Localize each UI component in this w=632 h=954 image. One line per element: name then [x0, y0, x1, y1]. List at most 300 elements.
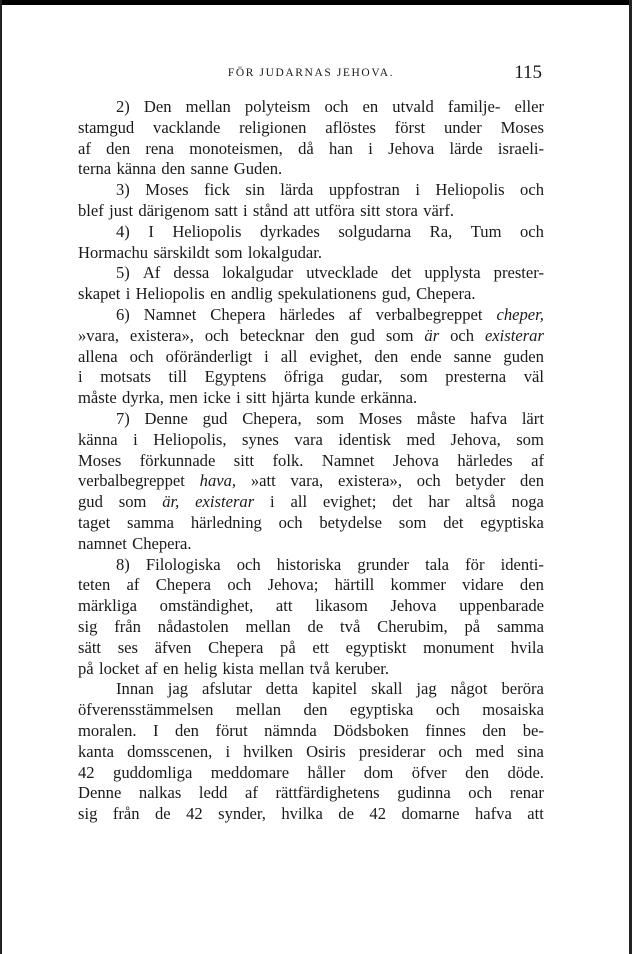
word: först: [394, 117, 426, 137]
word: 3): [116, 180, 130, 200]
word: Osiris: [306, 741, 346, 761]
word: »vara,: [78, 325, 119, 345]
word: Egyptens: [204, 367, 267, 387]
word: med: [406, 429, 436, 449]
word: Jehova,: [450, 429, 501, 449]
word: vara: [294, 429, 323, 449]
word: existerar: [195, 492, 255, 512]
word: håller: [307, 762, 346, 782]
word: mellan: [245, 616, 291, 636]
word: och: [438, 741, 463, 761]
word: nämnda: [264, 720, 317, 740]
word: öfver: [411, 762, 447, 782]
word: existera»,: [129, 325, 194, 345]
word: märkliga: [78, 596, 137, 616]
word: dom: [363, 762, 394, 782]
text-line: [78, 721, 544, 742]
word: rättfärdighetens: [275, 783, 380, 803]
word: ses: [117, 637, 138, 657]
word: Jehova: [390, 596, 437, 616]
word: 2): [116, 97, 130, 116]
word: verbalbegreppet: [375, 304, 483, 324]
word: synder,: [218, 804, 266, 824]
word: existerar: [484, 325, 544, 345]
word: ende: [410, 346, 442, 366]
word: och: [468, 783, 493, 803]
word: gud: [350, 325, 375, 345]
word: den: [106, 138, 131, 158]
word: stamgud: [78, 117, 135, 137]
word: historiska: [276, 554, 342, 574]
word: tala: [425, 554, 450, 574]
word: den: [374, 346, 399, 366]
text-line: [78, 783, 544, 804]
word: kista: [222, 658, 254, 678]
word: i: [225, 741, 231, 761]
word: hvilken: [243, 741, 293, 761]
word: 42: [186, 804, 203, 824]
word: lärt: [521, 408, 544, 428]
word: den: [519, 575, 544, 595]
text-line: [78, 659, 544, 680]
word: Chepera,: [242, 408, 302, 428]
word: dyrka,: [122, 388, 164, 408]
word: identi-: [500, 554, 544, 574]
word: mellan: [185, 97, 231, 116]
text-line: [78, 763, 544, 784]
word: de: [155, 804, 171, 824]
word: att: [275, 596, 293, 616]
word: ledd: [198, 783, 228, 803]
text-line: [78, 555, 544, 576]
word: samma: [496, 616, 544, 636]
word: noga: [511, 492, 544, 512]
word: han: [329, 138, 353, 158]
word: särskildt: [153, 242, 210, 262]
word: stora: [385, 200, 418, 220]
word: upplysta: [424, 263, 481, 283]
word: monoteismen,: [189, 138, 283, 158]
word: gudar,: [341, 367, 383, 387]
word: finnes: [425, 720, 466, 740]
word: Namnet: [321, 450, 375, 470]
word: öfverensstämmelsen: [78, 700, 214, 720]
word: sin: [245, 180, 265, 200]
word: rena: [145, 138, 174, 158]
word: sitt: [233, 450, 255, 470]
word: i: [368, 138, 373, 158]
page-number: 115: [514, 62, 542, 83]
word: guden: [503, 346, 544, 366]
word: Innan: [116, 679, 154, 699]
word: sitt: [245, 388, 267, 408]
word: i: [264, 346, 269, 366]
word: att: [527, 804, 544, 824]
text-line: [78, 263, 544, 284]
word: den: [161, 159, 186, 179]
word: be-: [522, 720, 544, 740]
word: den: [175, 720, 199, 740]
word: döde.: [507, 762, 544, 782]
word: värf.: [423, 200, 455, 220]
word: öfriga: [283, 367, 324, 387]
word: Heliopolis: [172, 221, 242, 241]
text-line: [78, 326, 544, 347]
word: de: [307, 616, 324, 636]
word: måste: [78, 388, 117, 408]
word: kunde: [314, 388, 356, 408]
word: den: [303, 700, 328, 720]
word: och: [450, 325, 475, 345]
word: af: [348, 304, 362, 324]
word: vara,: [290, 471, 324, 491]
word: skall: [371, 679, 403, 699]
word: i: [133, 429, 138, 449]
word: den: [482, 720, 507, 740]
word: sanne: [453, 346, 492, 366]
text-line: [78, 180, 544, 201]
word: Den: [143, 97, 172, 116]
word: af: [126, 575, 140, 595]
word: hafva: [470, 408, 508, 428]
word: och: [204, 325, 229, 345]
word: i: [78, 367, 83, 387]
word: jag: [167, 679, 189, 699]
word: Moses: [500, 117, 544, 137]
running-header: [78, 62, 544, 84]
word: för: [465, 554, 485, 574]
word: beröra: [501, 679, 544, 699]
word: 6): [116, 304, 130, 324]
word: solgudarna: [338, 221, 412, 241]
word: som: [214, 242, 243, 262]
word: icke: [203, 388, 231, 408]
word: 4): [116, 221, 130, 241]
word: är: [424, 325, 440, 345]
word: religionen: [239, 117, 307, 137]
word: har: [428, 492, 450, 512]
word: Guden.: [233, 159, 283, 179]
word: blef: [78, 200, 104, 220]
word: vacklande: [153, 117, 221, 137]
word: Heliopolis: [135, 284, 205, 304]
word: sätt: [78, 637, 102, 657]
word: israeli-: [497, 138, 544, 158]
word: 5): [116, 263, 130, 283]
word: en: [163, 658, 179, 678]
text-line: [78, 97, 544, 118]
word: samma: [127, 512, 175, 532]
word: gudinna: [397, 783, 451, 803]
text-line: [78, 409, 544, 430]
word: två: [340, 616, 361, 636]
text-line: [78, 388, 544, 409]
text-line: [78, 284, 544, 305]
word: betyder: [455, 471, 506, 491]
word: nådastolen: [157, 616, 229, 636]
text-line: [78, 596, 544, 617]
word: förkunnade: [139, 450, 216, 470]
word: Moses: [358, 408, 403, 428]
word: Denne: [144, 408, 188, 428]
word: härledes: [457, 450, 513, 470]
text-line: [78, 575, 544, 596]
word: detta: [265, 679, 298, 699]
word: evighet,: [309, 346, 363, 366]
word: aflöstes: [325, 117, 376, 137]
text-line: [78, 430, 544, 451]
word: hvila: [510, 637, 544, 657]
word: altså: [465, 492, 496, 512]
word: och: [519, 221, 544, 241]
word: nalkas: [138, 783, 182, 803]
word: grunder: [357, 554, 409, 574]
word: eller: [514, 97, 544, 116]
word: kapitel: [311, 679, 358, 699]
word: de: [338, 804, 354, 824]
text-line: [78, 804, 544, 825]
text-line: [78, 305, 544, 326]
word: det: [391, 263, 412, 283]
word: oföränderligt: [165, 346, 253, 366]
word: meddomare: [210, 762, 290, 782]
word: gud: [78, 492, 103, 512]
word: under: [443, 117, 482, 137]
word: Af: [142, 263, 161, 283]
word: det: [392, 492, 413, 512]
text-line: [78, 700, 544, 721]
word: moralen.: [78, 720, 137, 740]
word: andlig: [231, 284, 273, 304]
word: afslutar: [202, 679, 252, 699]
word: och: [324, 97, 349, 116]
word: monument: [423, 637, 495, 657]
word: domarne: [401, 804, 460, 824]
word: skapet: [78, 284, 121, 304]
word: måste: [416, 408, 456, 428]
word: som: [516, 429, 544, 449]
text-line: [78, 159, 544, 180]
text-line: [78, 534, 544, 555]
word: i: [243, 200, 248, 220]
word: Denne: [78, 783, 122, 803]
word: lokalgudar.: [247, 242, 323, 262]
word: på: [78, 658, 94, 678]
word: Chepera.: [132, 533, 192, 553]
word: folk.: [272, 450, 304, 470]
word: utföra: [315, 200, 355, 220]
word: gud: [202, 408, 228, 428]
text-line: [78, 347, 544, 368]
word: Chepera: [155, 575, 212, 595]
word: Tum: [470, 221, 502, 241]
word: spekulationens: [277, 284, 377, 304]
word: hjärta: [271, 388, 310, 408]
text-line: [78, 222, 544, 243]
word: Moses: [78, 450, 122, 470]
word: från: [112, 804, 140, 824]
word: härtill: [334, 575, 375, 595]
word: lokalgudar: [222, 263, 294, 283]
word: omständighet,: [159, 596, 254, 616]
text-line: [78, 451, 544, 472]
word: jag: [416, 679, 437, 699]
word: till: [168, 367, 187, 387]
word: Moses: [145, 180, 189, 200]
word: Chepera.: [416, 284, 476, 304]
word: Chepera: [210, 304, 266, 324]
word: i: [236, 388, 241, 408]
word: och: [520, 180, 544, 200]
word: väl: [523, 367, 544, 387]
text-line: [78, 492, 544, 513]
word: härledning: [190, 512, 262, 532]
word: domsscenen,: [127, 741, 213, 761]
word: två: [309, 658, 330, 678]
word: Heliopolis,: [153, 429, 227, 449]
word: cheper,: [496, 304, 544, 324]
word: Jehova: [388, 138, 435, 158]
word: Jehova: [392, 450, 439, 470]
word: sig: [78, 804, 98, 824]
word: egyptiskt: [345, 637, 407, 657]
word: utvecklade: [306, 263, 379, 283]
word: existera»,: [337, 471, 402, 491]
word: något: [450, 679, 488, 699]
word: den: [315, 325, 340, 345]
word: erkänna.: [360, 388, 418, 408]
word: känna: [78, 429, 118, 449]
page-top-border: [0, 0, 632, 5]
word: fick: [204, 180, 230, 200]
word: Heliopolis: [435, 180, 505, 200]
word: och: [435, 700, 460, 720]
text-line: [78, 638, 544, 659]
word: egyptiska: [349, 700, 414, 720]
word: den: [465, 762, 490, 782]
word: från: [114, 616, 141, 636]
text-line: [78, 201, 544, 222]
word: uppenbarade: [459, 596, 544, 616]
word: Namnet: [143, 304, 197, 324]
word: och: [129, 346, 154, 366]
word: därigenom: [138, 200, 210, 220]
word: Dödsboken: [333, 720, 409, 740]
word: helig: [183, 658, 218, 678]
word: i: [270, 492, 275, 512]
word: stånd: [252, 200, 288, 220]
word: som: [316, 408, 345, 428]
word: sig: [78, 616, 98, 636]
word: terna: [78, 159, 112, 179]
word: kommer: [390, 575, 446, 595]
word: af: [78, 138, 91, 158]
page-left-border: [0, 0, 2, 954]
word: lärda: [280, 180, 314, 200]
body-text: [78, 97, 544, 825]
word: teten: [78, 575, 111, 595]
word: 42: [369, 804, 387, 824]
word: guddomliga: [113, 762, 193, 782]
text-line: [78, 679, 544, 700]
word: ett: [312, 637, 329, 657]
word: synes: [242, 429, 279, 449]
text-line: [78, 118, 544, 139]
word: uppfostran: [328, 180, 400, 200]
word: härledes: [279, 304, 335, 324]
word: sanne: [190, 159, 229, 179]
text-line: [78, 513, 544, 534]
word: Jehova;: [267, 575, 319, 595]
word: betecknar: [239, 325, 305, 345]
word: familje-: [447, 97, 501, 116]
word: som: [398, 512, 427, 532]
word: mellan: [235, 700, 282, 720]
word: af: [531, 450, 544, 470]
word: på: [464, 616, 481, 636]
word: prester-: [493, 263, 544, 283]
word: all: [280, 346, 298, 366]
word: keruber.: [335, 658, 390, 678]
word: känna: [116, 159, 157, 179]
word: äfven: [154, 637, 192, 657]
word: och: [236, 554, 261, 574]
text-line: [78, 742, 544, 763]
word: en: [210, 284, 226, 304]
word: Hormachu: [78, 242, 149, 262]
text-line: [78, 471, 544, 492]
running-title: FÖR JUDARNAS JEHOVA.: [227, 67, 395, 79]
word: egyptiska: [480, 512, 544, 532]
word: det: [443, 512, 464, 532]
word: mellan: [259, 658, 305, 678]
word: då: [298, 138, 314, 158]
word: taget: [78, 512, 111, 532]
word: dessa: [173, 263, 210, 283]
word: är,: [162, 492, 180, 512]
text-line: [78, 243, 544, 264]
word: likasom: [315, 596, 368, 616]
text-line: [78, 617, 544, 638]
word: af: [144, 658, 158, 678]
word: i: [415, 180, 420, 200]
word: renar: [509, 783, 544, 803]
word: Ra,: [429, 221, 453, 241]
word: satt: [214, 200, 238, 220]
word: Chepera: [208, 637, 264, 657]
word: att: [293, 200, 310, 220]
word: hvilka: [281, 804, 323, 824]
word: 42: [78, 762, 95, 782]
word: men: [169, 388, 198, 408]
word: evighet;: [322, 492, 377, 512]
word: kanta: [78, 741, 114, 761]
word: presiderar: [358, 741, 426, 761]
word: namnet: [78, 533, 127, 553]
word: en: [362, 97, 379, 116]
word: med: [475, 741, 505, 761]
word: dyrkades: [259, 221, 320, 241]
word: Filologiska: [145, 554, 221, 574]
text-line: [78, 367, 544, 388]
word: och: [278, 512, 303, 532]
word: vidare: [462, 575, 504, 595]
word: I: [153, 720, 159, 740]
word: lärde: [449, 138, 483, 158]
word: sitt: [360, 200, 381, 220]
word: som: [400, 367, 428, 387]
text-line: [78, 139, 544, 160]
